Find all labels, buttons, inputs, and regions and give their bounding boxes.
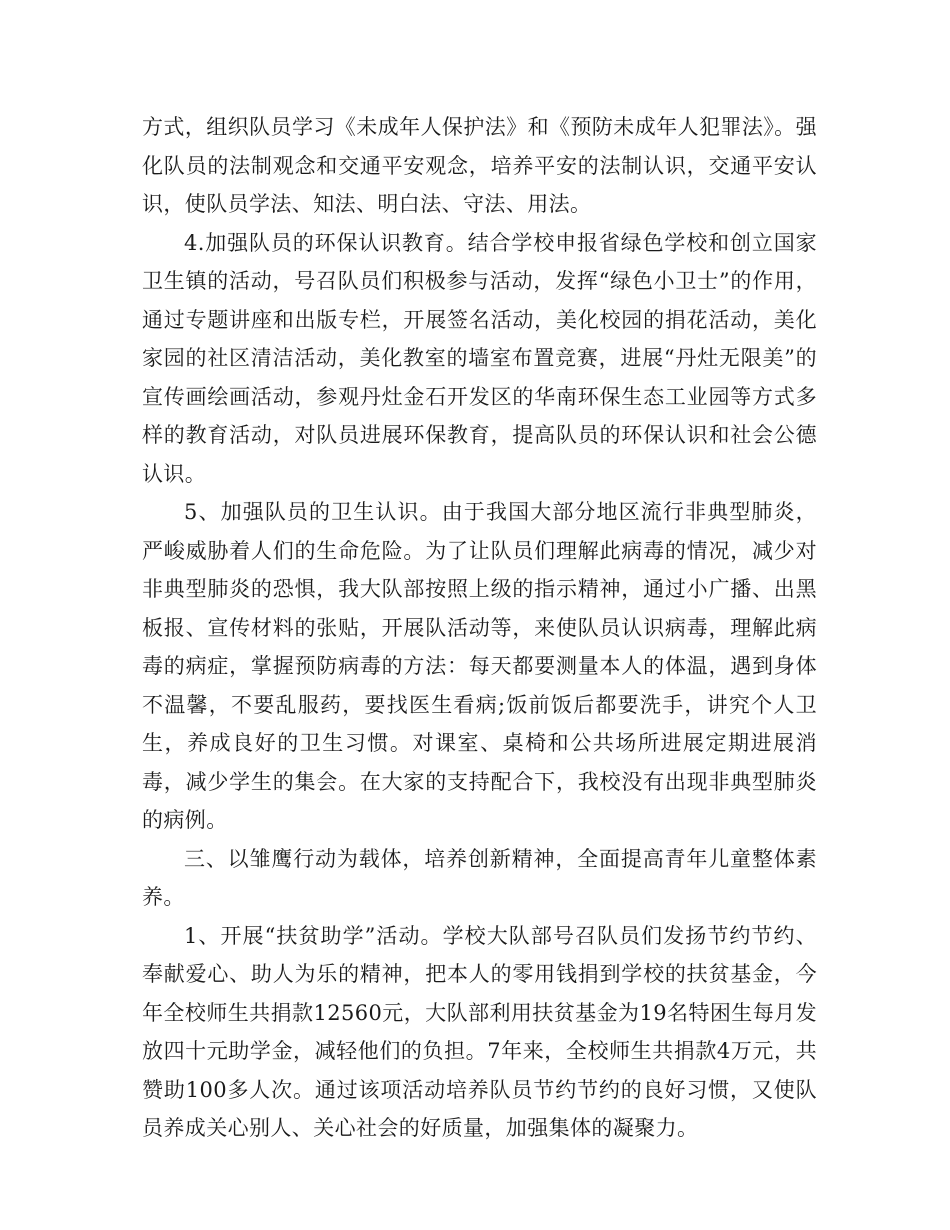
section-heading-eagle-action: 三、以雏鹰行动为载体，培养创新精神，全面提高青年儿童整体素养。 — [142, 846, 817, 909]
paragraph-poverty-aid: 1、开展“扶贫助学”活动。学校大队部号召队员们发扬节约节约、奉献爱心、助人为乐的精神，把本人的零用钱捐到学校的扶贫基金，今年全校师生共捐款12560元，大队部利用扶贫基金为19名特困生每月发放四十元助学金，减轻他们的负担。7年来，全校师生共捐款4万元，共赞助100多人次。通过该项活动培养队员节约节约的良好习惯，又使队员养成关心别人、关心社会的好质量，加强集体的凝聚力。 — [142, 923, 817, 1140]
paragraph-hygiene-awareness: 5、加强队员的卫生认识。由于我国大部分地区流行非典型肺炎，严峻威胁着人们的生命危险。为了让队员们理解此病毒的情况，减少对非典型肺炎的恐惧，我大队部按照上级的指示精神，通过小广播、出黑板报、宣传材料的张贴，开展队活动等，来使队员认识病毒，理解此病毒的病症，掌握预防病毒的方法：每天都要测量本人的体温，遇到身体不温馨，不要乱服药，要找医生看病;饭前饭后都要洗手，讲究个人卫生，养成良好的卫生习惯。对课室、桌椅和公共场所进展定期进展消毒，减少学生的集会。在大家的支持配合下，我校没有出现非典型肺炎的病例。 — [142, 500, 817, 832]
paragraph-environmental-education: 4.加强队员的环保认识教育。结合学校申报省绿色学校和创立国家卫生镇的活动，号召队员们积极参与活动，发挥“绿色小卫士”的作用，通过专题讲座和出版专栏，开展签名活动，美化校园的捐花活动，美化家园的社区清洁活动，美化教室的墙室布置竞赛，进展“丹灶无限美”的宣传画绘画活动，参观丹灶金石开发区的华南环保生态工业园等方式多样的教育活动，对队员进展环保教育，提高队员的环保认识和社会公德认识。 — [142, 230, 817, 486]
document-body — [142, 108, 817, 1148]
paragraph-law-education: 方式，组织队员学习《未成年人保护法》和《预防未成年人犯罪法》。强化队员的法制观念和交通平安观念，培养平安的法制认识，交通平安认识，使队员学法、知法、明白法、守法、用法。 — [142, 115, 817, 216]
